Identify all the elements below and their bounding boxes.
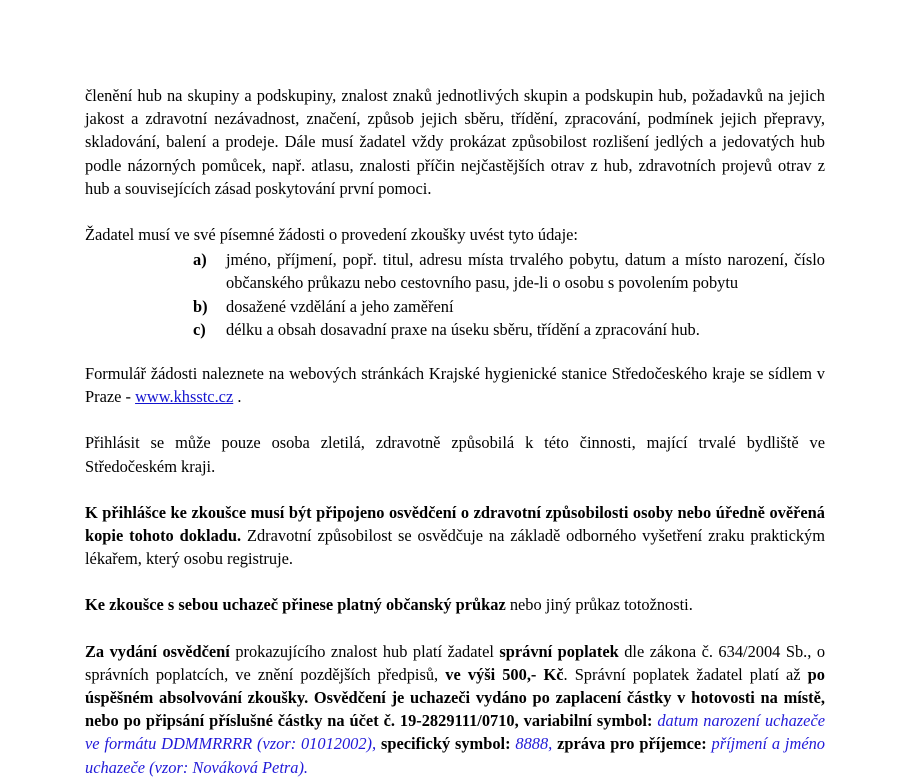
fee-text-2: dle zákona č. 634/2004 Sb., o správních poplatcích, ve znění pozdějších předpisů, bbox=[85, 641, 826, 684]
application-data-list bbox=[85, 248, 825, 341]
form-location-text-after: . bbox=[233, 387, 242, 407]
medical-certificate-rest: Zdravotní způsobilost se osvědčuje na základě odborného vyšetření zraku praktickým lékařem, který osobu registruje. bbox=[85, 526, 825, 569]
paragraph-fee bbox=[85, 640, 825, 779]
list-item bbox=[85, 248, 825, 294]
list-marker: b) bbox=[193, 296, 208, 316]
fee-intro-bold: Za vydání osvědčení bbox=[85, 641, 230, 661]
medical-certificate-bold: K přihlášce ke zkoušce musí být připojeno osvědčení o zdravotní způsobilosti osoby nebo úředně ověřená kopie tohoto dokladu. bbox=[85, 502, 825, 546]
fee-text-1: prokazujícího znalost hub platí žadatel bbox=[229, 641, 500, 661]
list-item bbox=[85, 295, 825, 318]
variable-symbol-value: datum narození uchazeče ve formátu DDMMRRRR (vzor: 01012002), bbox=[85, 711, 826, 754]
form-location-text-before: Formulář žádosti naleznete na webových stránkách Krajské hygienické stanice Středočeského kraje se sídlem v Praze - bbox=[85, 364, 825, 407]
paragraph-eligibility: Přihlásit se může pouze osoba zletilá, zdravotně způsobilá k této činnosti, mající trvalé bydliště ve Středočeském kraji. bbox=[85, 433, 825, 476]
recipient-message-value: příjmení a jméno uchazeče (vzor: Nováková Petra). bbox=[85, 734, 825, 777]
paragraph-intro: členění hub na skupiny a podskupiny, znalost znaků jednotlivých skupin a podskupin hub, požadavků na jejich jakost a zdravotní nezávadnost, značení, způsob jejich sběru, třídění, zpracování, podmínek jejich přepravy, skladování, balení a prodeje. Dále musí žadatel vždy prokázat způsobilost rozlišení jedlých a jedovatých hub podle názorných pomůcek, např. atlasu, znalosti příčin nejčastějších otrav z hub, zdravotních projevů otrav z hub a souvisejících zásad poskytování první pomoci. bbox=[85, 86, 825, 198]
list-item-text: dosažené vzdělání a jeho zaměření bbox=[226, 296, 454, 316]
list-item bbox=[85, 318, 825, 341]
paragraph-medical-certificate bbox=[85, 501, 825, 571]
fee-admin-fee-bold: správní poplatek bbox=[499, 641, 619, 661]
paragraph-form-location bbox=[85, 362, 825, 408]
id-document-bold: Ke zkoušce s sebou uchazeč přinese platný občanský průkaz bbox=[85, 595, 506, 615]
list-item-text: jméno, příjmení, popř. titul, adresu místa trvalého pobytu, datum a místo narození, číslo občanského průkazu nebo cestovního pasu, jde-li o osobu s povolením pobytu bbox=[226, 250, 825, 293]
khsstc-website-link[interactable]: www.khsstc.cz bbox=[135, 387, 234, 407]
fee-payment-details-bold: po úspěšném absolvování zkoušky. Osvědčení je uchazeči vydáno po zaplacení částky v hotovosti na místě, nebo po připsání příslušné částky na účet č. 19-2829111/0710, variabilní symbol: bbox=[85, 664, 825, 731]
fee-amount-bold: ve výši 500,- Kč bbox=[445, 664, 564, 684]
list-item-text: délku a obsah dosavadní praxe na úseku sběru, třídění a zpracování hub. bbox=[226, 319, 700, 339]
paragraph-application-data-intro: Žadatel musí ve své písemné žádosti o provedení zkoušky uvést tyto údaje: bbox=[85, 225, 578, 245]
specific-symbol-label: specifický symbol: bbox=[376, 734, 511, 754]
id-document-rest: nebo jiný průkaz totožnosti. bbox=[505, 595, 693, 615]
paragraph-id-document bbox=[85, 593, 825, 616]
recipient-message-label: zpráva pro příjemce: bbox=[552, 734, 707, 754]
specific-symbol-value: 8888, bbox=[510, 734, 553, 754]
list-marker: a) bbox=[193, 250, 207, 270]
fee-text-3: . Správní poplatek žadatel platí až bbox=[563, 664, 808, 684]
list-marker: c) bbox=[193, 319, 206, 339]
